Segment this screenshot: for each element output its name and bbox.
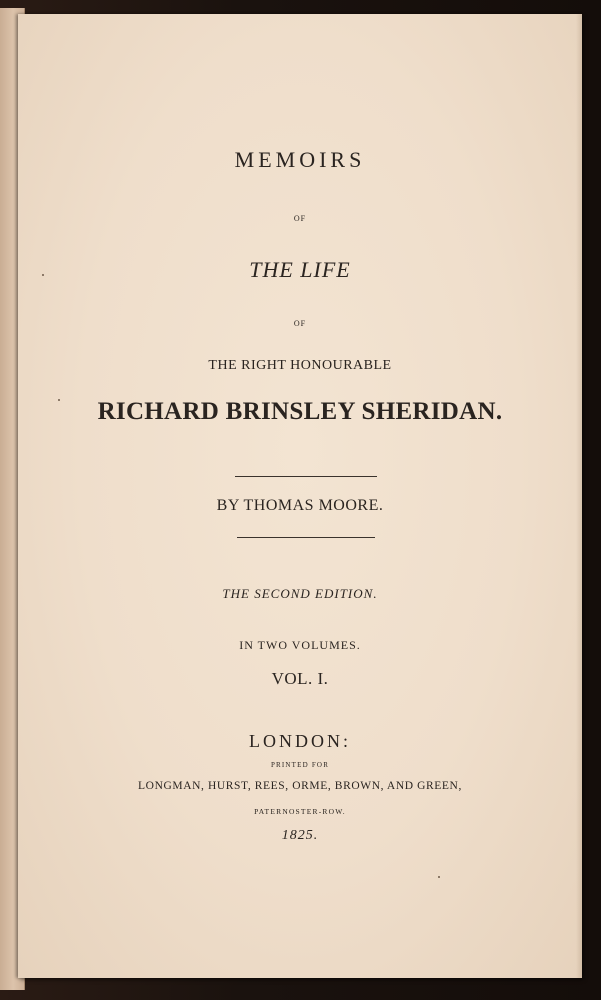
imprint-place: LONDON:	[249, 731, 351, 751]
paper-speck	[438, 876, 440, 878]
author-line: BY THOMAS MOORE.	[216, 497, 384, 514]
paper-speck	[58, 399, 60, 401]
imprint-year: 1825.	[281, 828, 319, 843]
volume-number: VOL. I.	[271, 669, 329, 688]
honorific-line: THE RIGHT HONOURABLE	[208, 358, 392, 373]
volumes-line: IN TWO VOLUMES.	[239, 638, 361, 652]
paper-speck	[42, 274, 44, 276]
of-connector-2: OF	[293, 319, 307, 328]
title-memoirs: MEMOIRS	[234, 147, 366, 172]
publisher-address: PATERNOSTER-ROW.	[254, 807, 346, 816]
edition-line: THE SECOND EDITION.	[222, 586, 378, 601]
rule-above-author	[235, 476, 377, 477]
title-page	[18, 14, 582, 978]
of-connector-1: OF	[293, 214, 307, 223]
rule-below-author	[237, 537, 375, 538]
subject-name: RICHARD BRINSLEY SHERIDAN.	[97, 398, 503, 425]
title-the-life: THE LIFE	[249, 257, 351, 282]
publishers-line: LONGMAN, HURST, REES, ORME, BROWN, AND GREEN,	[138, 780, 462, 792]
printed-for-line: PRINTED FOR	[270, 761, 330, 769]
